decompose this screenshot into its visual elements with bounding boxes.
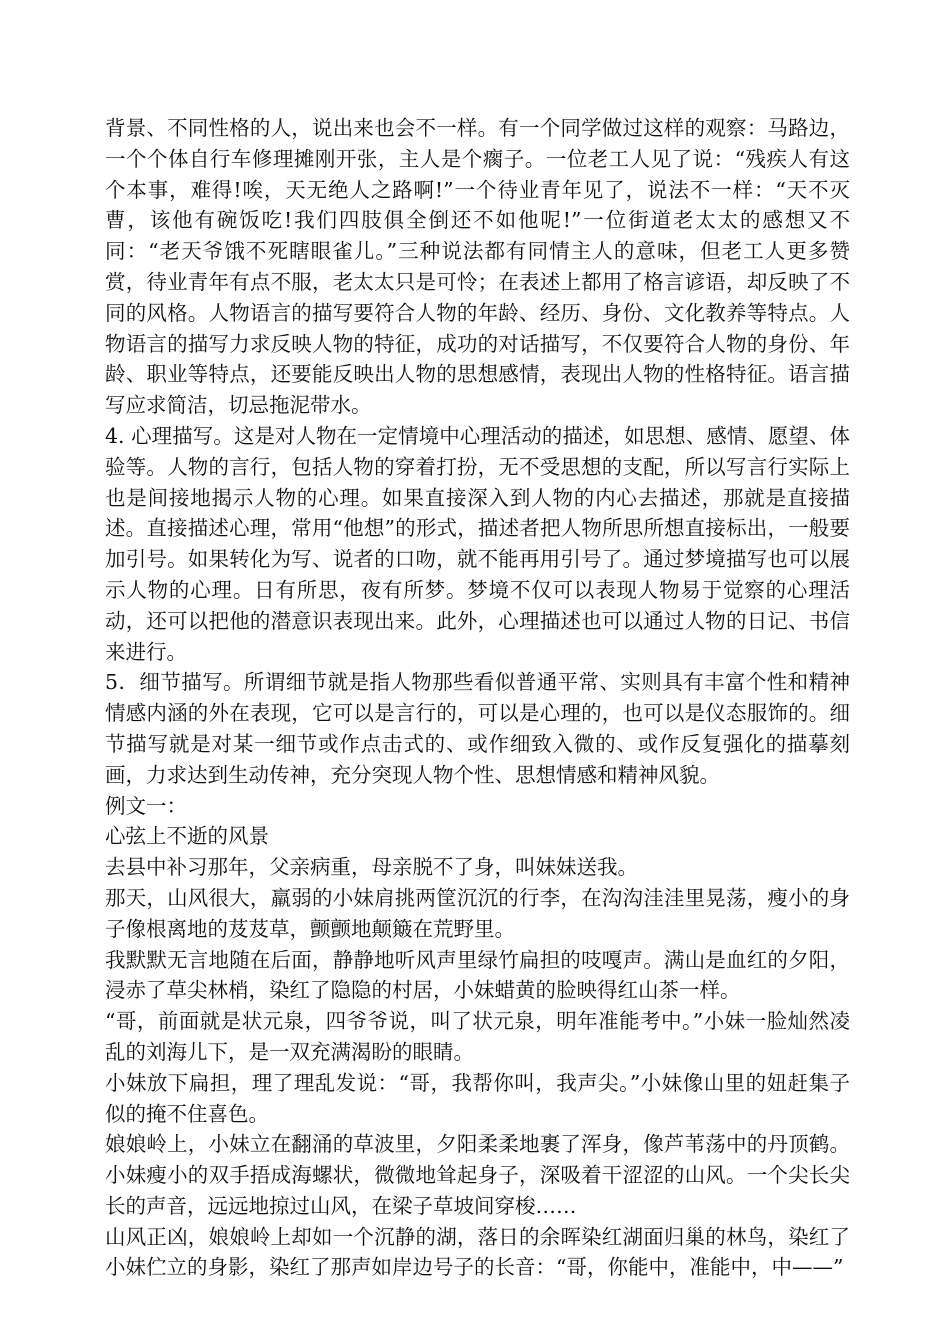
example-paragraph-2: 那天，山风很大，羸弱的小妹肩挑两筐沉沉的行李，在沟沟洼洼里晃荡，瘦小的身子像根离地的芨芨草，颤颤地颠簸在荒野里。 bbox=[105, 885, 850, 941]
example-paragraph-7: 山风正凶，娘娘岭上却如一个沉静的湖，落日的余晖染红湖面归巢的林鸟，染红了小妹伫立的身影，染红了那声如岸边号子的长音：“哥，你能中，准能中，中——” bbox=[105, 1224, 850, 1280]
example-heading: 例文一： bbox=[105, 793, 187, 818]
example-title: 心弦上不逝的风景 bbox=[105, 824, 269, 849]
example-paragraph-4: “哥，前面就是状元泉，四爷爷说，叫了状元泉，明年准能考中。”小妹一脸灿然凌乱的刘海儿下，是一双充满渴盼的眼睛。 bbox=[105, 1009, 850, 1064]
example-paragraph-3: 我默默无言地随在后面，静静地听风声里绿竹扁担的吱嘎声。满山是血红的夕阳，浸赤了草尖林梢，染红了隐隐的村居，小妹蜡黄的脸映得红山茶一样。 bbox=[105, 947, 850, 1003]
example-paragraph-1: 去县中补习那年，父亲病重，母亲脱不了身，叫妹妹送我。 bbox=[105, 855, 638, 880]
document-page bbox=[105, 113, 850, 1283]
paragraph-detail-description: 5．细节描写。所谓细节就是指人物那些看似普通平常、实则具有丰富个性和精神情感内涵的外在表现，它可以是言行的，可以是心理的，也可以是仪态服饰的。细节描写就是对某一细节或作点击式的、或作细致入微的、或作反复强化的描摹刻画，力求达到生动传神，充分突现人物个性、思想情感和精神风貌。 bbox=[105, 670, 850, 787]
example-paragraph-6: 娘娘岭上，小妹立在翻涌的草波里，夕阳柔柔地裹了浑身，像芦苇荡中的丹顶鹤。小妹瘦小的双手捂成海螺状，微微地耸起身子，深吸着干涩涩的山风。一个尖长尖长的声音，远远地掠过山风，在梁子草坡间穿梭…… bbox=[105, 1132, 850, 1218]
paragraph-language-description-cont: 背景、不同性格的人，说出来也会不一样。有一个同学做过这样的观察：马路边，一个个体自行车修理摊刚开张，主人是个瘸子。一位老工人见了说：“残疾人有这个本事，难得!唉，天无绝人之路啊!”一个待业青年见了，说法不一样：“天不灭曹，该他有碗饭吃!我们四肢俱全倒还不如他呢!”一位街道老太太的感想又不同：“老天爷饿不死瞎眼雀儿。”三种说法都有同情主人的意味，但老工人更多赞赏，待业青年有点不服，老太太只是可怜；在表述上都用了格言谚语，却反映了不同的风格。人物语言的描写要符合人物的年龄、经历、身份、文化教养等特点。人物语言的描写力求反映人物的特征，成功的对话描写，不仅要符合人物的身份、年龄、职业等特点，还要能反映出人物的思想感情，表现出人物的性格特征。语言描写应求简洁，切忌拖泥带水。 bbox=[105, 116, 850, 418]
paragraph-psychological-description: 4. 心理描写。这是对人物在一定情境中心理活动的描述，如思想、感情、愿望、体验等。人物的言行，包括人物的穿着打扮，无不受思想的支配，所以写言行实际上也是间接地揭示人物的心理。如果直接深入到人物的内心去描述，那就是直接描述。直接描述心理，常用“他想”的形式，描述者把人物所思所想直接标出，一般要加引号。如果转化为写、说者的口吻，就不能再用引号了。通过梦境描写也可以展示人物的心理。日有所思，夜有所梦。梦境不仅可以表现人物易于觉察的心理活动，还可以把他的潜意识表现出来。此外，心理描述也可以通过人物的日记、书信来进行。 bbox=[105, 423, 850, 664]
example-paragraph-5: 小妹放下扁担，理了理乱发说：“哥，我帮你叫，我声尖。”小妹像山里的妞赶集子似的掩不住喜色。 bbox=[105, 1070, 850, 1126]
